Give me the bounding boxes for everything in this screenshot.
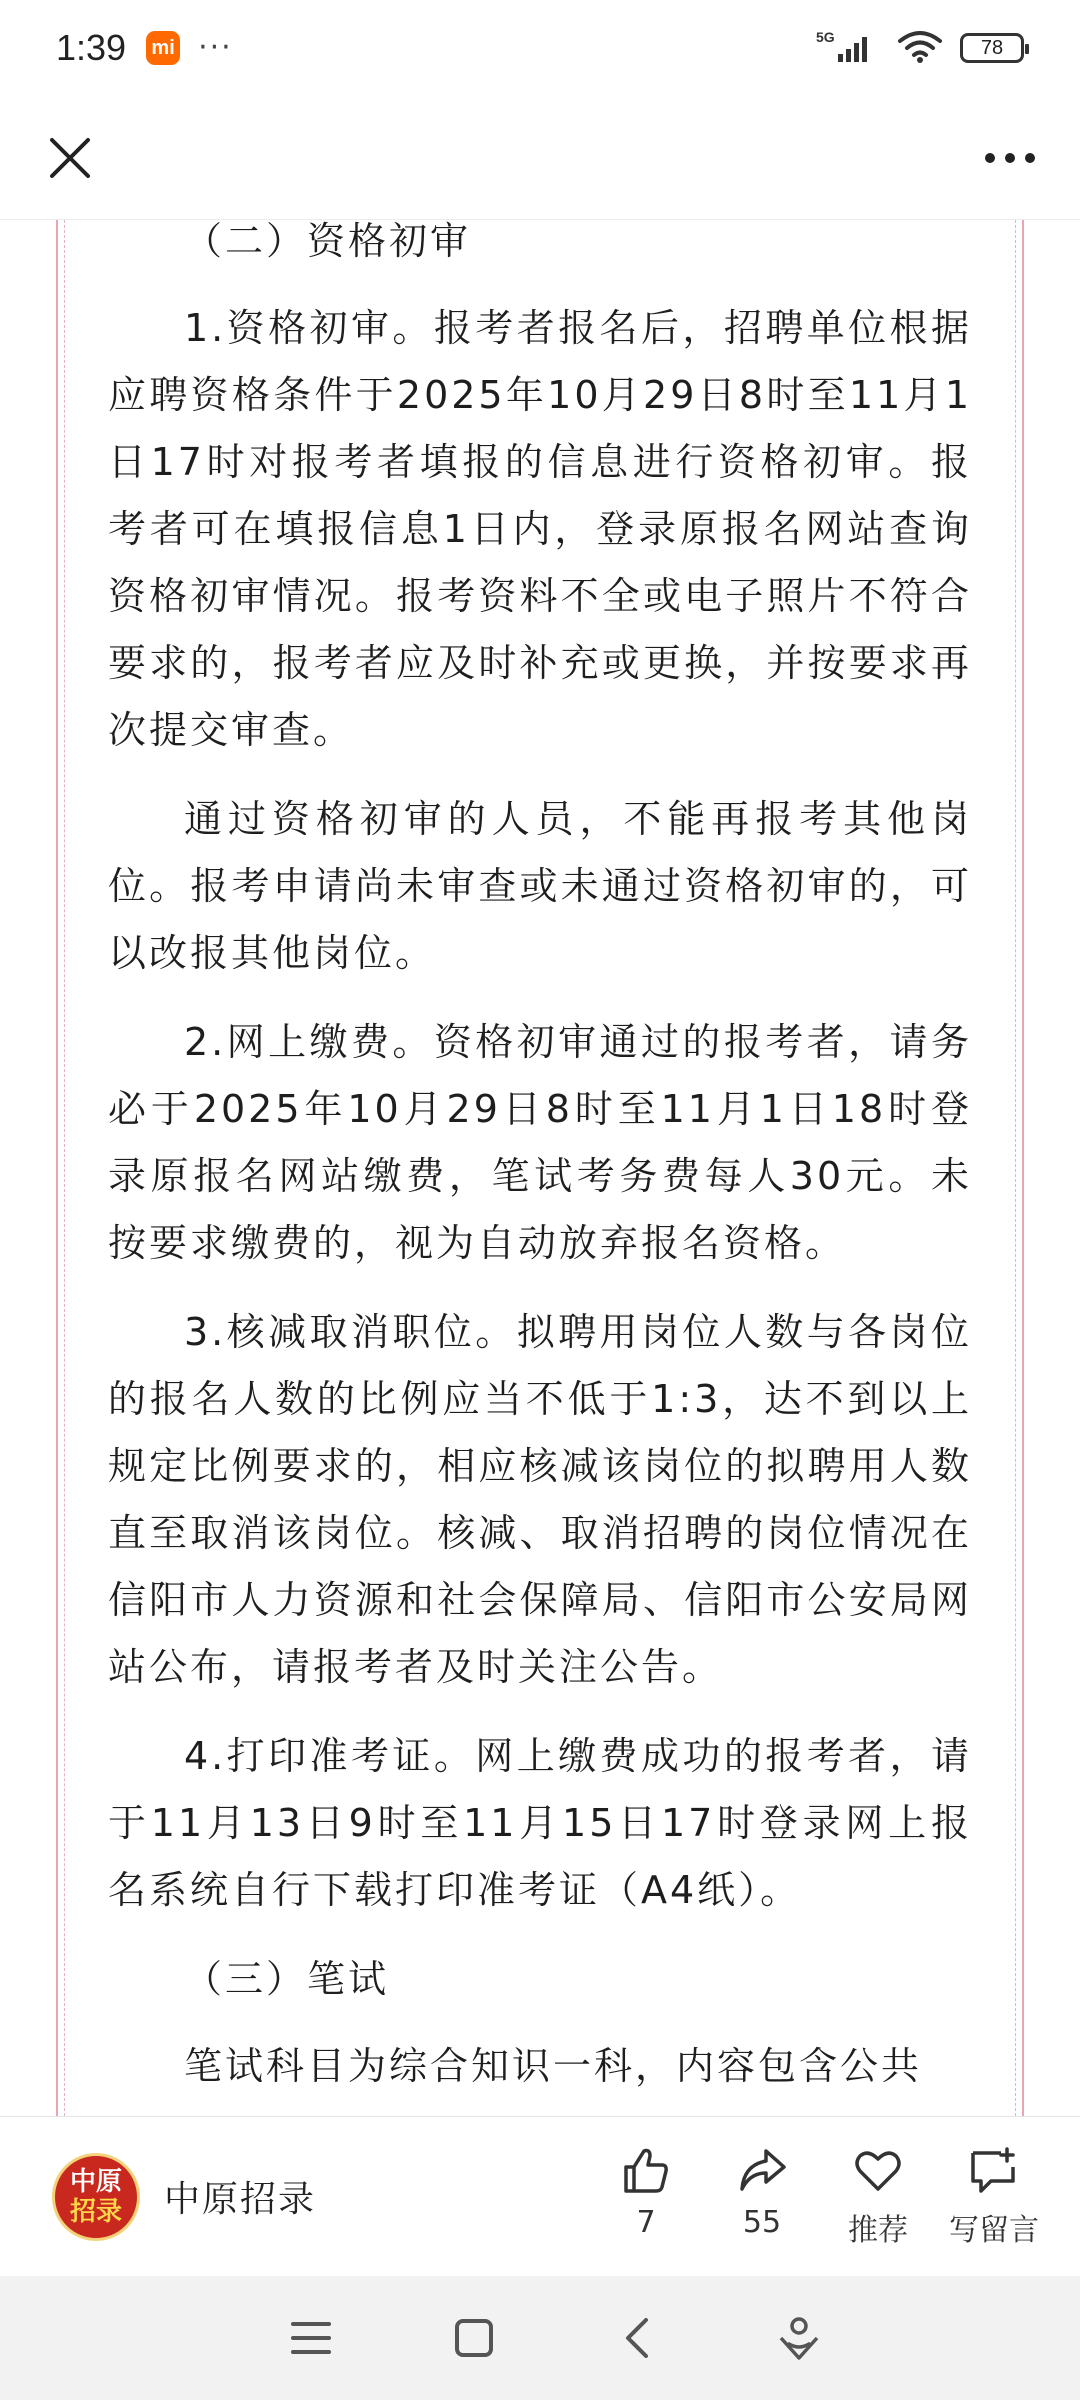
system-nav-bar — [0, 2276, 1080, 2400]
close-button[interactable] — [34, 122, 106, 194]
status-bar — [0, 0, 1080, 96]
article-body[interactable] — [0, 220, 1080, 2116]
bottom-action-bar — [0, 2116, 1080, 2276]
account-name[interactable]: 中原招录 — [164, 2179, 317, 2220]
action-group — [588, 2145, 1052, 2249]
account-avatar[interactable] — [52, 2153, 140, 2241]
paragraph-online-payment: 2.网上缴费。资格初审通过的报考者，请务必于2025年10月29日8时至11月1日18时登录原报名网站缴费，笔试考务费每人30元。未按要求缴费的，视为自动放弃报名资格。 — [108, 1020, 972, 1265]
heart-icon — [852, 2145, 904, 2197]
recommend-button[interactable] — [820, 2145, 936, 2249]
back-chevron-icon — [622, 2316, 650, 2360]
mi-app-badge: mi — [146, 31, 180, 65]
section-title-written-exam: （三）笔试 — [184, 1957, 390, 2001]
menu-icon — [291, 2320, 331, 2356]
avatar-text-bottom: 招录 — [69, 2196, 122, 2227]
paragraph-written-exam: 笔试科目为综合知识一科，内容包含公共 — [184, 2044, 923, 2088]
home-square-icon — [454, 2318, 494, 2358]
thumbs-up-icon — [620, 2145, 672, 2197]
share-button[interactable] — [704, 2145, 820, 2249]
battery-icon: 78 — [960, 33, 1024, 63]
more-options-button[interactable] — [974, 122, 1046, 194]
paragraph-qualification-review: 1.资格初审。报考者报名后，招聘单位根据应聘资格条件于2025年10月29日8时至11月1日17时对报考者填报的信息进行资格初审。报考者可在填报信息1日内，登录原报名网站查询资格初审情况。报考资料不全或电子照片不符合要求的，报考者应及时补充或更换，并按要求再次提交审查。 — [108, 306, 972, 752]
paragraph-position-reduction: 3.核减取消职位。拟聘用岗位人数与各岗位的报名人数的比例应当不低于1:3，达不到以上规定比例要求的，相应核减该岗位的拟聘用人数直至取消该岗位。核减、取消招聘的岗位情况在信阳市人力资源和社会保障局、信阳市公安局网站公布，请报考者及时关注公告。 — [108, 1310, 972, 1689]
assistant-button[interactable] — [769, 2308, 829, 2368]
paragraph-admission-ticket: 4.打印准考证。网上缴费成功的报考者，请于11月13日9时至11月15日17时登录网上报名系统自行下载打印准考证（A4纸）。 — [108, 1734, 972, 1912]
wifi-icon — [898, 29, 942, 67]
comment-button[interactable] — [936, 2145, 1052, 2249]
comment-label: 写留言 — [949, 2212, 1039, 2248]
menu-button[interactable] — [281, 2308, 341, 2368]
recommend-label: 推荐 — [848, 2212, 908, 2248]
share-count: 55 — [742, 2204, 782, 2240]
like-count: 7 — [636, 2204, 656, 2240]
comment-add-icon — [967, 2145, 1021, 2197]
svg-text:5G: 5G — [816, 29, 835, 45]
avatar-text-top: 中原 — [69, 2166, 122, 2197]
section-title-qualification: （二）资格初审 — [184, 220, 472, 263]
close-icon — [48, 136, 92, 180]
back-button[interactable] — [606, 2308, 666, 2368]
top-nav — [0, 96, 1080, 220]
more-icon — [983, 151, 1037, 165]
share-icon — [736, 2145, 788, 2197]
like-button[interactable] — [588, 2145, 704, 2249]
home-button[interactable] — [444, 2308, 504, 2368]
status-indicators — [816, 28, 1024, 68]
signal-5g-icon — [816, 28, 880, 68]
notification-dots: ··· — [198, 30, 233, 65]
status-time: 1:39 — [56, 27, 127, 68]
paragraph-qualification-note: 通过资格初审的人员，不能再报考其他岗位。报考申请尚未审查或未通过资格初审的，可以改报其他岗位。 — [108, 797, 972, 975]
assistant-icon — [775, 2314, 823, 2362]
article-content — [108, 220, 972, 2116]
